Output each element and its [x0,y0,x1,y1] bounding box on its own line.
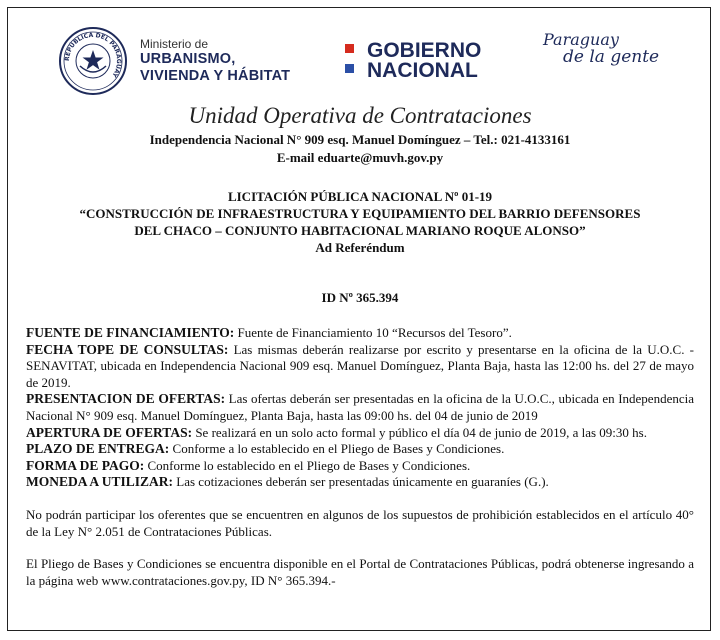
section-label: FORMA DE PAGO: [26,457,145,473]
paraguay-de-la-gente-logo [543,32,663,67]
ministry-logo [140,38,290,83]
section-label: MONEDA A UTILIZAR: [26,474,174,490]
prohibition-note: No podrán participar los oferentes que se encuentren en algunos de los supuestos de prohibición establecidos en el artículo 40° de la Ley N° 2.051 de Contrataciones Públicas. [26,506,694,539]
letterhead [0,0,720,100]
tender-number: LICITACIÓN PÚBLICA NACIONAL Nº 01-19 [227,189,493,204]
section-text: Conforme lo establecido en el Pliego de Bases y Condiciones. [144,457,471,473]
availability-note: El Pliego de Bases y Condiciones se encuentra disponible en el Portal de Contrataciones Públicas, podrá obtenerse ingresando a la página web www.contrataciones.gov.py, ID N° 365.394.- [26,556,694,588]
section-label: FUENTE DE FINANCIAMIENTO: [26,325,235,340]
section-text: Las ofertas deberán ser presentadas en la oficina de la U.O.C., ubicada en Independencia Nacional N° 909 esq. Manuel Domínguez, Planta Baja, hasta las 09:00 hs. del 04 de junio de 2019 [26,391,694,423]
section-label: PRESENTACION DE OFERTAS: [26,391,226,407]
slogan-line1: Paraguay [543,30,619,49]
unit-address: Independencia Nacional N° 909 esq. Manuel Domínguez – Tel.: 021-4133161 [149,132,571,147]
seal-ring-text: REPÚBLICA DEL PARAGUAY [63,31,123,79]
section-label: APERTURA DE OFERTAS: [26,424,193,440]
tender-ad-referendum: Ad Referéndum [315,240,405,255]
section-text: Las mismas deberán realizarse por escrito y presentarse en la oficina de la U.O.C. - SENAVITAT, ubicada en Independencia Nacional 909 esq. Manuel Domínguez, Planta Baja, hasta las 12:00 hs. del 27 de mayo de 2019. [26,341,695,390]
section-text: Las cotizaciones deberán ser presentadas únicamente en guaraníes (G.). [173,474,549,490]
gobierno-text: GOBIERNO [367,39,482,62]
ministry-name-line1: URBANISMO, [140,51,236,67]
ministry-prefix: Ministerio de [140,37,209,51]
section-financing [26,325,694,342]
unit-email: E-mail eduarte@muvh.gov.py [276,150,444,165]
blue-square-icon [345,64,354,73]
tender-title-block [40,188,680,256]
section-text: Fuente de Financiamiento 10 “Recursos del Tesoro”. [234,325,512,340]
slogan-line2: de la gente [563,46,660,67]
section-offer-opening [26,425,694,442]
section-label: PLAZO DE ENTREGA: [26,441,170,457]
tender-name-line2: DEL CHACO – CONJUNTO HABITACIONAL MARIANO ROQUE ALONSO” [134,223,586,238]
section-currency [26,474,694,491]
ministry-name-line2: VIVIENDA Y HÁBITAT [140,67,291,84]
section-text: Conforme a lo establecido en el Pliego de Bases y Condiciones. [169,441,505,457]
section-delivery-term [26,441,694,458]
red-square-icon [345,44,354,53]
section-label: FECHA TOPE DE CONSULTAS: [26,341,229,357]
paraguay-seal-logo [58,26,128,96]
nacional-text: NACIONAL [367,59,478,82]
section-offer-submission [26,391,694,424]
tender-id: ID Nº 365.394 [321,290,399,305]
section-payment-method [26,458,694,475]
unit-title: Unidad Operativa de Contrataciones [188,103,532,128]
tender-details [26,325,694,589]
tender-name-line1: “CONSTRUCCIÓN DE INFRAESTRUCTURA Y EQUIPAMIENTO DEL BARRIO DEFENSORES [79,206,641,221]
section-text: Se realizará en un solo acto formal y público el día 04 de junio de 2019, a las 09:30 hs. [192,424,647,440]
section-consultation-deadline [26,342,694,392]
